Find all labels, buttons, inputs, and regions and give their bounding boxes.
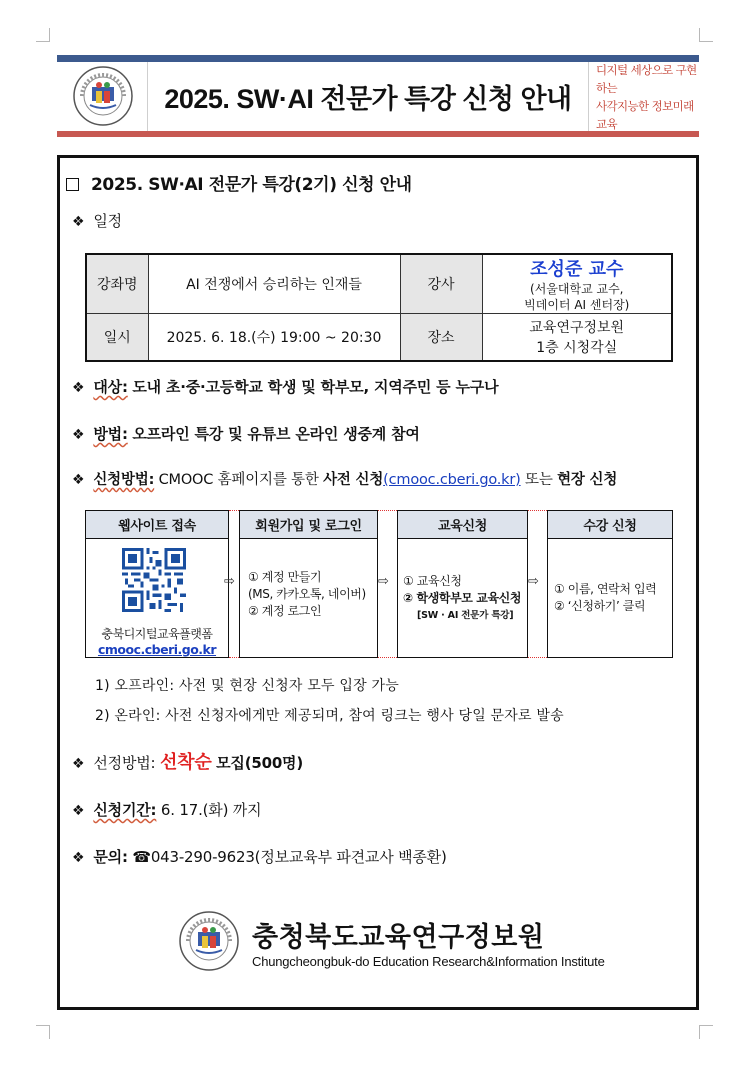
cmooc-link[interactable]: (cmooc.cberi.go.kr) [383,472,521,488]
target-line [72,376,498,397]
signup-line-1: ① 계정 만들기 [248,570,322,584]
datetime-label: 일시 [86,314,148,361]
instructor-cell [482,254,672,314]
diamond-bullet-icon: ❖ [72,803,85,819]
slogan-line-2: 사각지능한 정보미래교육 [596,98,694,131]
register-line-2: ② ‘신청하기’ 클릭 [554,599,646,613]
corner-mark-top-left [36,28,50,42]
diamond-bullet-icon: ❖ [72,427,85,443]
schedule-table [85,253,673,362]
method-label: 방법: [93,425,128,443]
corner-mark-bottom-left [36,1025,50,1039]
diamond-bullet-icon: ❖ [72,756,85,772]
phone-icon: ☎ [132,848,151,866]
method-line [72,423,420,444]
note-offline: 1) 오프라인: 사전 및 현장 신청자 모두 입장 가능 [95,678,399,694]
flow-step-apply [397,510,528,658]
platform-caption: 충북디지털교육플랫폼 [101,627,213,641]
header-bottom-bar [57,131,699,137]
diamond-bullet-icon: ❖ [72,214,85,230]
flow-arrow-icon: ⇨ [224,574,235,589]
apply-text-1: CMOOC 홈페이지를 통한 [158,472,319,488]
apply-strong-1: 사전 신청 [323,472,384,488]
signup-line-3: ② 계정 로그인 [248,604,322,618]
place-cell [482,314,672,361]
flow-step-title: 웹사이트 접속 [86,511,228,539]
selection-highlight: 선착순 [159,752,212,773]
diamond-bullet-icon: ❖ [72,850,85,866]
qr-code-icon[interactable] [122,548,186,612]
contact-value: 043-290-9623(정보교육부 파견교사 백종환) [150,848,447,866]
datetime-value: 2025. 6. 18.(수) 19:00 ~ 20:30 [148,314,400,361]
diamond-bullet-icon: ❖ [72,380,85,396]
instructor-desc-2: 빅데이터 AI 센터장) [524,298,630,312]
apply-strong-2: 현장 신청 [557,472,618,488]
flow-step-register [547,510,673,658]
flow-arrow-icon: ⇨ [378,574,389,589]
apply-step-line-3: [SW · AI 전문가 특강] [417,610,514,621]
diamond-bullet-icon: ❖ [72,472,85,488]
target-label: 대상: [93,378,128,396]
course-label: 강좌명 [86,254,148,314]
signup-line-2: (MS, 카카오톡, 네이버) [248,587,366,601]
course-value: AI 전쟁에서 승리하는 인재들 [148,254,400,314]
flow-arrow-icon: ⇨ [528,574,539,589]
instructor-label: 강사 [400,254,482,314]
apply-step-line-1: ① 교육신청 [403,574,462,588]
instructor-desc-1: (서울대학교 교수, [530,282,624,296]
header-logo [64,62,148,131]
slogan-line-1: 디지털 세상으로 구현하는 [596,62,697,95]
flow-step-title: 회원가입 및 로그인 [240,511,377,539]
flow-step-title: 수강 신청 [548,511,672,539]
checkbox-square-icon [66,178,79,191]
page-title: 2025. SW·AI 전문가 특강 신청 안내 [164,84,572,114]
period-line [72,799,261,820]
place-value-2: 1층 시청각실 [536,339,618,356]
apply-text-2: 또는 [525,472,553,488]
institute-seal-icon [72,65,134,127]
contact-label: 문의: [93,848,128,866]
corner-mark-bottom-right [699,1025,713,1039]
place-label: 장소 [400,314,482,361]
organization-name: 충청북도교육연구정보원 [252,922,545,953]
selection-value: 모집(500명) [216,754,304,772]
organization-english-name: Chungcheongbuk-do Education Research&Information Institute [252,954,605,969]
schedule-heading: ❖ 일정 [72,212,122,230]
selection-label: 선정방법: [93,754,156,772]
institute-logo-icon [178,910,240,972]
register-line-1: ① 이름, 연락처 입력 [554,582,657,596]
section-title: 2025. SW·AI 전문가 특강(2기) 신청 안내 [66,170,412,195]
instructor-name: 조성준 교수 [530,259,624,280]
contact-line [72,846,447,867]
selection-line [72,748,303,774]
apply-method-label: 신청방법: [93,472,155,488]
apply-step-line-2: ② 학생학부모 교육신청 [403,591,522,605]
platform-link[interactable]: cmooc.cberi.go.kr [97,642,217,657]
method-value: 오프라인 특강 및 유튜브 온라인 생중계 참여 [132,425,420,443]
apply-method-line [72,468,617,489]
place-value-1: 교육연구정보원 [529,319,625,336]
note-online: 2) 온라인: 사전 신청자에게만 제공되며, 참여 링크는 행사 당일 문자로 발송 [95,708,564,724]
flow-step-signup [239,510,378,658]
period-label: 신청기간: [93,801,157,819]
target-value: 도내 초·중·고등학교 학생 및 학부모, 지역주민 등 누구나 [132,378,499,396]
period-value: 6. 17.(화) 까지 [160,801,262,819]
header-slogan [588,62,699,131]
flow-step-title: 교육신청 [398,511,527,539]
corner-mark-top-right [699,28,713,42]
